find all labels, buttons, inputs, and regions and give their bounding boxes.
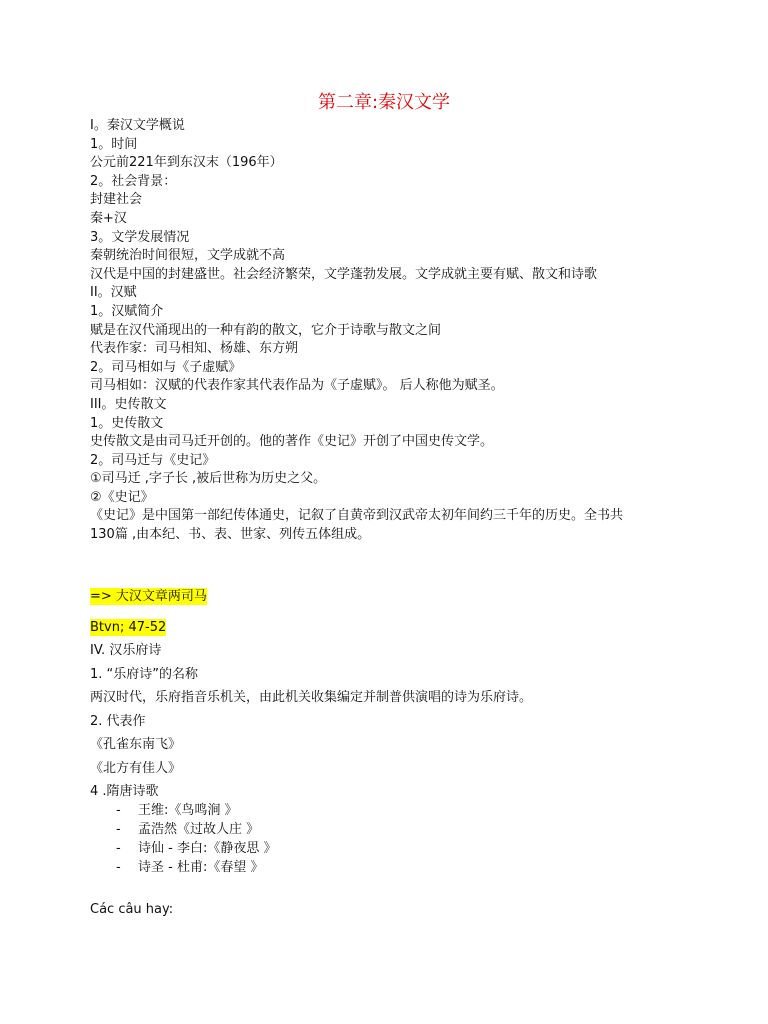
text-work-peacock: 《孔雀东南飞》 <box>90 737 182 752</box>
text-shiji-label: ②《史记》 <box>90 489 154 505</box>
text-shiji-structure: 130篇 ,由本纪、书、表、世家、列传五体组成。 <box>90 527 371 543</box>
section-heading-3: III。史传散文 <box>90 396 167 412</box>
text-sima-qian: ①司马迁 ,字子长 ,被后世称为历史之父。 <box>90 471 327 487</box>
text-time-range: 公元前221年到东汉末（196年） <box>90 155 283 171</box>
text-feudal-society: 封建社会 <box>90 192 143 208</box>
text-representative-authors: 代表作家：司马相知、杨雄、东方朔 <box>90 341 299 357</box>
text-work-northern-beauty: 《北方有佳人》 <box>90 760 182 776</box>
section-han-yuefu <box>90 585 710 877</box>
text-sima-xiangru: 司马相如：汉赋的代表作家其代表作品为《子虚赋》。 后人称他为赋圣。 <box>90 378 504 394</box>
subheading-sima-qian: 2。司马迁与《史记》 <box>90 452 216 468</box>
poem-text: 诗仙 - 李白:《静夜思 》 <box>138 841 277 856</box>
section-heading-4: IV. 汉乐府诗 <box>90 643 162 658</box>
highlighted-text: => 大汉文章两司马 <box>90 589 207 604</box>
list-item <box>90 820 710 839</box>
bullet-dash: - <box>116 841 121 856</box>
subheading-sui-tang-poetry: 4 .隋唐诗歌 <box>90 784 159 799</box>
text-fu-definition: 赋是在汉代涌现出的一种有韵的散文，它介于诗歌与散文之间 <box>90 322 442 338</box>
poem-text: 诗圣 - 杜甫:《春望 》 <box>138 860 264 875</box>
subheading-historical-prose: 1。史传散文 <box>90 415 164 431</box>
poem-text: 孟浩然《过故人庄 》 <box>138 822 260 837</box>
text-han-prosperity: 汉代是中国的封建盛世。社会经济繁荣，文学蓬勃发展。文学成就主要有赋、散文和诗歌 <box>90 266 598 282</box>
poem-list <box>90 801 710 877</box>
highlight-two-simas <box>90 585 710 609</box>
highlighted-text: Btvn; 47-52 <box>90 619 167 635</box>
bullet-dash: - <box>116 803 121 818</box>
section-qin-han-overview <box>90 117 690 545</box>
subheading-yuefu-name: 1. “乐府诗”的名称 <box>90 666 199 682</box>
text-qin-han: 秦+汉 <box>90 210 127 226</box>
text-historical-prose: 史传散文是由司马迁开创的。他的著作《史记》开创了中国史传文学。 <box>90 434 494 450</box>
list-item <box>90 801 710 820</box>
subheading-social-background: 2。社会背景： <box>90 173 177 189</box>
subheading-han-fu-intro: 1。汉赋简介 <box>90 303 164 319</box>
good-sentences-heading: Các câu hay: <box>90 902 174 917</box>
subheading-representative-works: 2. 代表作 <box>90 713 146 729</box>
section-heading-1: I。秦汉文学概说 <box>90 118 185 133</box>
poem-text: 王维:《鸟鸣涧 》 <box>138 803 238 818</box>
text-yuefu-definition: 两汉时代，乐府指音乐机关，由此机关收集编定并制普供演唱的诗为乐府诗。 <box>90 690 533 705</box>
text-shiji-description: 《史记》是中国第一部纪传体通史，记叙了自黄帝到汉武帝太初年间约三千年的历史。全书共 <box>90 508 624 524</box>
bullet-dash: - <box>116 822 121 837</box>
section-heading-2: II。汉赋 <box>90 285 137 301</box>
homework-note <box>90 616 710 640</box>
subheading-literary-development: 3。文学发展情况 <box>90 229 190 245</box>
subheading-time: 1。时间 <box>90 136 138 152</box>
subheading-sima-xiangru: 2。司马相如与《子虚赋》 <box>90 359 242 375</box>
bullet-dash: - <box>116 860 121 875</box>
text-qin-rule: 秦朝统治时间很短，文学成就不高 <box>90 248 286 264</box>
chapter-title: 第二章:秦汉文学 <box>317 92 451 113</box>
list-item <box>90 839 710 858</box>
list-item <box>90 858 710 877</box>
